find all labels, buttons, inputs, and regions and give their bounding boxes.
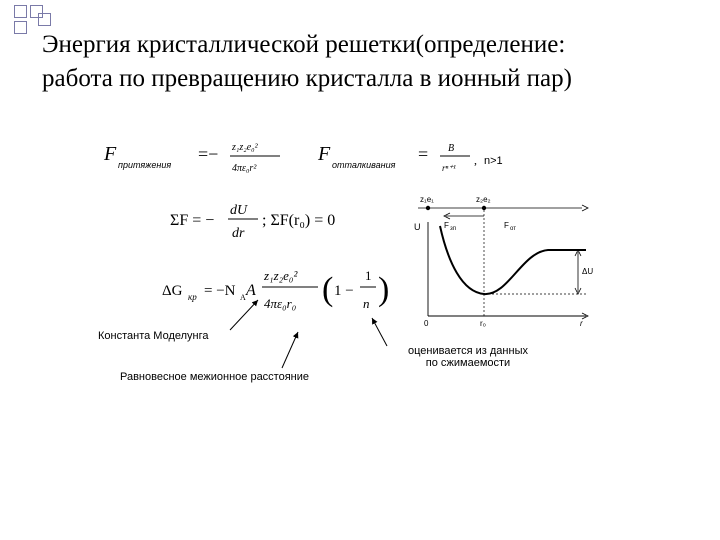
gibbs-inner-numerator: 1 <box>365 268 372 283</box>
f-attraction-symbol: F <box>104 143 117 165</box>
madelung-arrow <box>230 300 258 330</box>
gibbs-eq: = −N <box>204 283 236 299</box>
gibbs-inner-denominator: n <box>363 296 370 311</box>
ion-1-label: z₁e₁ <box>420 195 434 204</box>
comma: , <box>474 153 477 167</box>
gibbs-lhs: ΔG <box>162 283 183 299</box>
f-attraction-graph-sub: зп <box>450 226 456 232</box>
gibbs-bracket-close: ) <box>378 271 390 308</box>
dr-denominator: dr <box>232 226 245 241</box>
x-axis-label: r <box>580 319 583 328</box>
du-numerator: dU <box>230 203 248 218</box>
f-repulsion-numerator: B <box>448 143 455 154</box>
delta-u-label: ΔU <box>582 267 594 276</box>
madelung-label: Константа Моделунга <box>98 330 209 342</box>
r0-label: r₀ <box>480 319 486 328</box>
slide-title-line-1: Энергия кристаллической решетки(определение: <box>42 31 566 58</box>
gibbs-one: 1 − <box>334 283 354 299</box>
f-repulsion-eq: = <box>418 144 429 164</box>
equals-minus-sign: =− <box>198 144 219 164</box>
y-axis-label: U <box>414 222 421 232</box>
compressibility-line-1: оценивается из данных <box>408 345 528 357</box>
compressibility-line-2: по сжимаемости <box>425 357 511 369</box>
gibbs-na-sub: A <box>240 293 246 302</box>
potential-energy-graph <box>410 192 600 332</box>
gibbs-numerator: z₁z₂e₀² <box>264 268 298 283</box>
ion-2-label: z₂e₂ <box>476 195 491 204</box>
equilibrium-distance-label: Равновесное межионное расстояние <box>120 371 310 383</box>
gibbs-sub: кр <box>188 292 197 302</box>
f-attraction-denominator: 4πε₀r² <box>232 163 257 174</box>
f-attraction-numerator: z₁z₂e₀² <box>232 142 258 153</box>
equilibrium-condition: ΣF = − <box>170 212 215 229</box>
origin-label: 0 <box>424 319 429 328</box>
gibbs-denominator: 4πε₀r₀ <box>264 296 297 311</box>
f-repulsion-denominator: rⁿ⁺¹ <box>442 163 456 173</box>
compressibility-arrow <box>372 318 387 346</box>
n-condition: n>1 <box>484 155 503 167</box>
f-attraction-subscript: притяжения <box>118 160 172 170</box>
gibbs-bracket: ( <box>322 271 334 308</box>
f-repulsion-graph-label: F <box>504 221 509 230</box>
equilibrium-sum-zero: ; ΣF(r₀) = 0 <box>262 212 336 229</box>
f-attraction-graph-label: F <box>444 221 449 230</box>
equilibrium-distance-arrow <box>282 332 298 368</box>
f-repulsion-symbol: F <box>318 143 331 165</box>
f-repulsion-subscript: отталкивания <box>332 160 396 170</box>
gibbs-a: A <box>246 282 256 299</box>
f-repulsion-graph-sub: от <box>510 226 516 232</box>
potential-curve <box>440 226 586 294</box>
slide-title-line-2: работа по превращению кристалла в ионный пар) <box>42 65 572 92</box>
